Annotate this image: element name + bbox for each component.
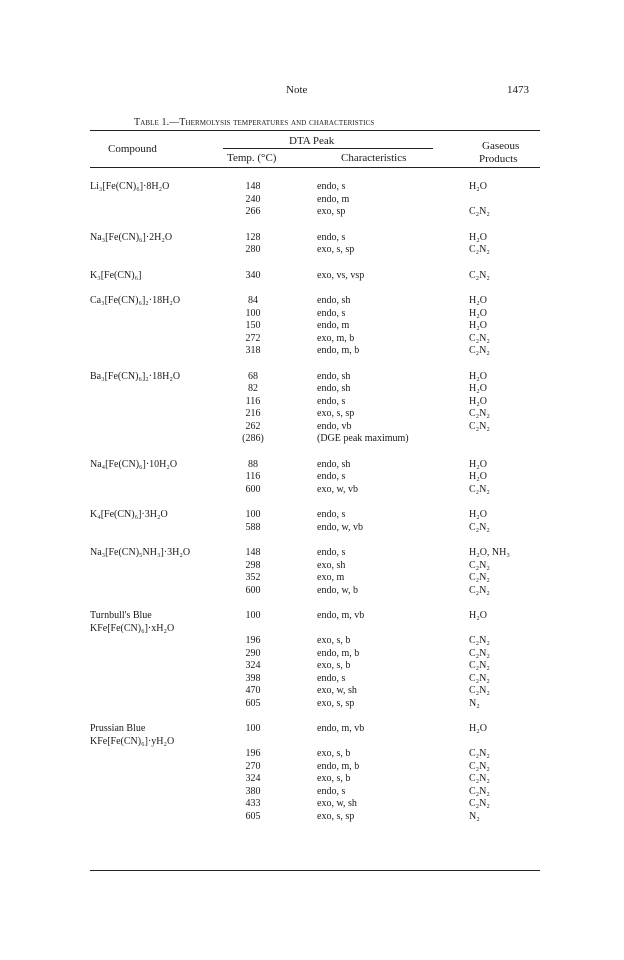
compound-cell: Ba₃[Fe(CN)₆]₂·18H₂O bbox=[90, 370, 181, 382]
temp-cell: 318 bbox=[245, 345, 261, 356]
table-row bbox=[0, 660, 624, 673]
gaseous-products-cell: H₂O bbox=[469, 295, 487, 306]
table-row bbox=[0, 635, 624, 648]
characteristics-cell: endo, m, b bbox=[317, 647, 360, 659]
running-header bbox=[0, 84, 624, 98]
characteristics-cell: exo, s, sp bbox=[317, 244, 355, 255]
table-row bbox=[0, 206, 624, 219]
gaseous-products-cell: C₂N₂ bbox=[469, 420, 490, 432]
table-row bbox=[0, 585, 624, 598]
compound-group bbox=[0, 232, 624, 257]
group-spacer bbox=[0, 282, 624, 295]
gaseous-products-cell: C₂N₂ bbox=[469, 647, 490, 659]
gaseous-products-cell: H₂O bbox=[469, 458, 487, 470]
table-row bbox=[0, 761, 624, 774]
gaseous-products-cell: H₂O bbox=[469, 383, 487, 394]
column-header-products: Products bbox=[479, 153, 518, 165]
temp-cell: 100 bbox=[245, 723, 261, 734]
gaseous-products-cell: H₂O, NH₃ bbox=[469, 547, 510, 558]
characteristics-cell: exo, w, vb bbox=[317, 483, 359, 495]
compound-group bbox=[0, 723, 624, 823]
table-row bbox=[0, 484, 624, 497]
compound-cell: KFe[Fe(CN)₆]·xH₂O bbox=[90, 622, 175, 634]
compound-group bbox=[0, 181, 624, 219]
characteristics-cell: endo, sh bbox=[317, 370, 351, 382]
characteristics-cell: exo, s, b bbox=[317, 635, 351, 646]
table-row bbox=[0, 786, 624, 799]
compound-group bbox=[0, 509, 624, 534]
temp-cell: 266 bbox=[245, 206, 261, 217]
table-row bbox=[0, 383, 624, 396]
temp-cell: 148 bbox=[245, 547, 261, 558]
table-bottom-rule bbox=[90, 870, 540, 871]
temp-cell: 340 bbox=[245, 269, 261, 281]
temp-cell: 433 bbox=[245, 798, 261, 809]
gaseous-products-cell: N₂ bbox=[469, 697, 480, 709]
table-row bbox=[0, 308, 624, 321]
characteristics-cell: exo, vs, vsp bbox=[317, 269, 365, 281]
gaseous-products-cell: C₂N₂ bbox=[469, 773, 490, 784]
temp-cell: 280 bbox=[245, 244, 261, 255]
compound-cell: Prussian Blue bbox=[90, 723, 146, 734]
temp-cell: 240 bbox=[245, 193, 261, 205]
gaseous-products-cell: H₂O bbox=[469, 370, 487, 382]
characteristics-cell: endo, m, b bbox=[317, 345, 360, 356]
compound-group bbox=[0, 371, 624, 446]
compound-cell: Na₄[Fe(CN)₆]·10H₂O bbox=[90, 458, 178, 470]
characteristics-cell: endo, m bbox=[317, 193, 350, 205]
running-head-title: Note bbox=[286, 84, 308, 96]
compound-cell: K₃[Fe(CN)₆] bbox=[90, 269, 142, 281]
table-row bbox=[0, 408, 624, 421]
temp-cell: 88 bbox=[248, 458, 258, 470]
table-row bbox=[0, 333, 624, 346]
compound-cell: Na₃[Fe(CN)₆]·2H₂O bbox=[90, 231, 173, 243]
gaseous-products-cell: C₂N₂ bbox=[469, 572, 490, 583]
characteristics-cell: endo, w, b bbox=[317, 584, 359, 596]
table-row bbox=[0, 648, 624, 661]
gaseous-products-cell: C₂N₂ bbox=[469, 408, 490, 419]
gaseous-products-cell: C₂N₂ bbox=[469, 559, 490, 571]
table-row bbox=[0, 773, 624, 786]
table-row bbox=[0, 572, 624, 585]
table-row bbox=[0, 194, 624, 207]
temp-cell: 196 bbox=[245, 748, 261, 759]
characteristics-cell: exo, m, b bbox=[317, 332, 355, 344]
table-header-rule bbox=[90, 167, 540, 168]
gaseous-products-cell: C₂N₂ bbox=[469, 685, 490, 696]
gaseous-products-cell: C₂N₂ bbox=[469, 660, 490, 671]
characteristics-cell: exo, s, b bbox=[317, 773, 351, 784]
temp-cell: 588 bbox=[245, 521, 261, 533]
table-row bbox=[0, 673, 624, 686]
characteristics-cell: endo, m, b bbox=[317, 760, 360, 772]
characteristics-cell: (DGE peak maximum) bbox=[317, 433, 409, 444]
temp-cell: 68 bbox=[248, 370, 258, 382]
table-row bbox=[0, 421, 624, 434]
temp-cell: 605 bbox=[245, 810, 261, 822]
characteristics-cell: endo, sh bbox=[317, 383, 351, 394]
temp-cell: 216 bbox=[245, 408, 261, 419]
temp-cell: 352 bbox=[245, 572, 261, 583]
compound-group bbox=[0, 547, 624, 597]
group-spacer bbox=[0, 496, 624, 509]
table-row bbox=[0, 560, 624, 573]
temp-cell: 290 bbox=[245, 647, 261, 659]
characteristics-cell: endo, vb bbox=[317, 420, 352, 432]
table-row bbox=[0, 623, 624, 636]
table-row bbox=[0, 459, 624, 472]
gaseous-products-cell: H₂O bbox=[469, 471, 487, 482]
table-top-rule bbox=[90, 130, 540, 131]
gaseous-products-cell: C₂N₂ bbox=[469, 269, 490, 281]
gaseous-products-cell: C₂N₂ bbox=[469, 672, 490, 684]
temp-cell: 470 bbox=[245, 685, 261, 696]
compound-group bbox=[0, 459, 624, 497]
characteristics-cell: endo, w, vb bbox=[317, 521, 364, 533]
characteristics-cell: exo, w, sh bbox=[317, 798, 357, 809]
temp-cell: 150 bbox=[245, 320, 261, 331]
compound-cell: K₄[Fe(CN)₆]·3H₂O bbox=[90, 509, 168, 520]
table-row bbox=[0, 522, 624, 535]
characteristics-cell: endo, s bbox=[317, 471, 346, 482]
table-row bbox=[0, 798, 624, 811]
table-row bbox=[0, 736, 624, 749]
characteristics-cell: exo, s, b bbox=[317, 748, 351, 759]
gaseous-products-cell: C₂N₂ bbox=[469, 483, 490, 495]
temp-cell: 398 bbox=[245, 672, 261, 684]
temp-cell: 600 bbox=[245, 483, 261, 495]
characteristics-cell: endo, s bbox=[317, 547, 346, 558]
gaseous-products-cell: C₂N₂ bbox=[469, 244, 490, 255]
table-caption-prefix: Table 1.— bbox=[134, 117, 180, 128]
characteristics-cell: endo, s bbox=[317, 672, 346, 684]
temp-cell: 196 bbox=[245, 635, 261, 646]
gaseous-products-cell: H₂O bbox=[469, 181, 487, 192]
gaseous-products-cell: H₂O bbox=[469, 395, 487, 407]
table-row bbox=[0, 396, 624, 409]
table-caption bbox=[134, 117, 374, 128]
gaseous-products-cell: H₂O bbox=[469, 307, 487, 319]
column-header-dta-peak: DTA Peak bbox=[289, 135, 335, 147]
temp-cell: 605 bbox=[245, 697, 261, 709]
group-spacer bbox=[0, 534, 624, 547]
gaseous-products-cell: C₂N₂ bbox=[469, 521, 490, 533]
characteristics-cell: exo, w, sh bbox=[317, 685, 357, 696]
characteristics-cell: endo, m, vb bbox=[317, 610, 365, 621]
compound-cell: Turnbull's Blue bbox=[90, 610, 152, 621]
temp-cell: 116 bbox=[245, 471, 261, 482]
characteristics-cell: endo, sh bbox=[317, 295, 351, 306]
table-row bbox=[0, 232, 624, 245]
temp-cell: (286) bbox=[242, 433, 264, 444]
table-row bbox=[0, 433, 624, 446]
table-row bbox=[0, 547, 624, 560]
group-spacer bbox=[0, 219, 624, 232]
group-spacer bbox=[0, 358, 624, 371]
dta-peak-rule bbox=[223, 148, 433, 149]
gaseous-products-cell: C₂N₂ bbox=[469, 584, 490, 596]
temp-cell: 324 bbox=[245, 660, 261, 671]
table-row bbox=[0, 345, 624, 358]
column-header-compound: Compound bbox=[108, 143, 157, 155]
characteristics-cell: endo, s bbox=[317, 509, 346, 520]
characteristics-cell: exo, s, sp bbox=[317, 697, 355, 709]
group-spacer bbox=[0, 446, 624, 459]
table-row bbox=[0, 295, 624, 308]
temp-cell: 600 bbox=[245, 584, 261, 596]
characteristics-cell: exo, s, b bbox=[317, 660, 351, 671]
gaseous-products-cell: C₂N₂ bbox=[469, 785, 490, 797]
gaseous-products-cell: H₂O bbox=[469, 231, 487, 243]
table-body bbox=[0, 181, 624, 823]
gaseous-products-cell: C₂N₂ bbox=[469, 206, 490, 217]
temp-cell: 298 bbox=[245, 559, 261, 571]
group-spacer bbox=[0, 710, 624, 723]
gaseous-products-cell: C₂N₂ bbox=[469, 332, 490, 344]
table-row bbox=[0, 748, 624, 761]
characteristics-cell: endo, sh bbox=[317, 458, 351, 470]
table-row bbox=[0, 320, 624, 333]
column-header-characteristics: Characteristics bbox=[341, 152, 407, 164]
characteristics-cell: exo, m bbox=[317, 572, 345, 583]
compound-cell: Li₃[Fe(CN)₆]·8H₂O bbox=[90, 181, 170, 192]
characteristics-cell: endo, m, vb bbox=[317, 723, 365, 734]
temp-cell: 100 bbox=[245, 307, 261, 319]
table-row bbox=[0, 471, 624, 484]
table-row bbox=[0, 811, 624, 824]
table-row bbox=[0, 270, 624, 283]
gaseous-products-cell: C₂N₂ bbox=[469, 748, 490, 759]
characteristics-cell: exo, sh bbox=[317, 559, 346, 571]
compound-cell: Ca₃[Fe(CN)₆]₂·18H₂O bbox=[90, 295, 181, 306]
table-row bbox=[0, 371, 624, 384]
gaseous-products-cell: C₂N₂ bbox=[469, 798, 490, 809]
table-row bbox=[0, 244, 624, 257]
gaseous-products-cell: C₂N₂ bbox=[469, 345, 490, 356]
column-header-temp: Temp. (°C) bbox=[227, 152, 277, 164]
temp-cell: 84 bbox=[248, 295, 258, 306]
compound-group bbox=[0, 270, 624, 283]
temp-cell: 100 bbox=[245, 610, 261, 621]
characteristics-cell: endo, m bbox=[317, 320, 350, 331]
table-row bbox=[0, 509, 624, 522]
table-row bbox=[0, 181, 624, 194]
temp-cell: 380 bbox=[245, 785, 261, 797]
compound-group bbox=[0, 295, 624, 358]
gaseous-products-cell: H₂O bbox=[469, 723, 487, 734]
characteristics-cell: endo, s bbox=[317, 395, 346, 407]
gaseous-products-cell: H₂O bbox=[469, 509, 487, 520]
table-row bbox=[0, 698, 624, 711]
temp-cell: 270 bbox=[245, 760, 261, 772]
compound-group bbox=[0, 610, 624, 710]
temp-cell: 128 bbox=[245, 231, 261, 243]
group-spacer bbox=[0, 257, 624, 270]
compound-cell: KFe[Fe(CN)₆]·yH₂O bbox=[90, 735, 175, 747]
gaseous-products-cell: C₂N₂ bbox=[469, 760, 490, 772]
characteristics-cell: endo, s bbox=[317, 231, 346, 243]
temp-cell: 148 bbox=[245, 181, 261, 192]
temp-cell: 324 bbox=[245, 773, 261, 784]
table-row bbox=[0, 685, 624, 698]
table-caption-text: Thermolysis temperatures and characteristics bbox=[179, 117, 375, 128]
table-row bbox=[0, 723, 624, 736]
characteristics-cell: endo, s bbox=[317, 785, 346, 797]
characteristics-cell: endo, s bbox=[317, 307, 346, 319]
characteristics-cell: endo, s bbox=[317, 181, 346, 192]
characteristics-cell: exo, s, sp bbox=[317, 408, 355, 419]
page-number: 1473 bbox=[507, 84, 529, 96]
compound-cell: Na₃[Fe(CN)₅NH₃]·3H₂O bbox=[90, 547, 191, 558]
group-spacer bbox=[0, 597, 624, 610]
gaseous-products-cell: C₂N₂ bbox=[469, 635, 490, 646]
temp-cell: 262 bbox=[245, 420, 261, 432]
temp-cell: 82 bbox=[248, 383, 258, 394]
temp-cell: 272 bbox=[245, 332, 261, 344]
gaseous-products-cell: H₂O bbox=[469, 320, 487, 331]
column-header-gaseous: Gaseous bbox=[482, 140, 520, 152]
characteristics-cell: exo, s, sp bbox=[317, 810, 355, 822]
temp-cell: 116 bbox=[245, 395, 261, 407]
table-row bbox=[0, 610, 624, 623]
temp-cell: 100 bbox=[245, 509, 261, 520]
characteristics-cell: exo, sp bbox=[317, 206, 346, 217]
gaseous-products-cell: N₂ bbox=[469, 810, 480, 822]
gaseous-products-cell: H₂O bbox=[469, 610, 487, 621]
